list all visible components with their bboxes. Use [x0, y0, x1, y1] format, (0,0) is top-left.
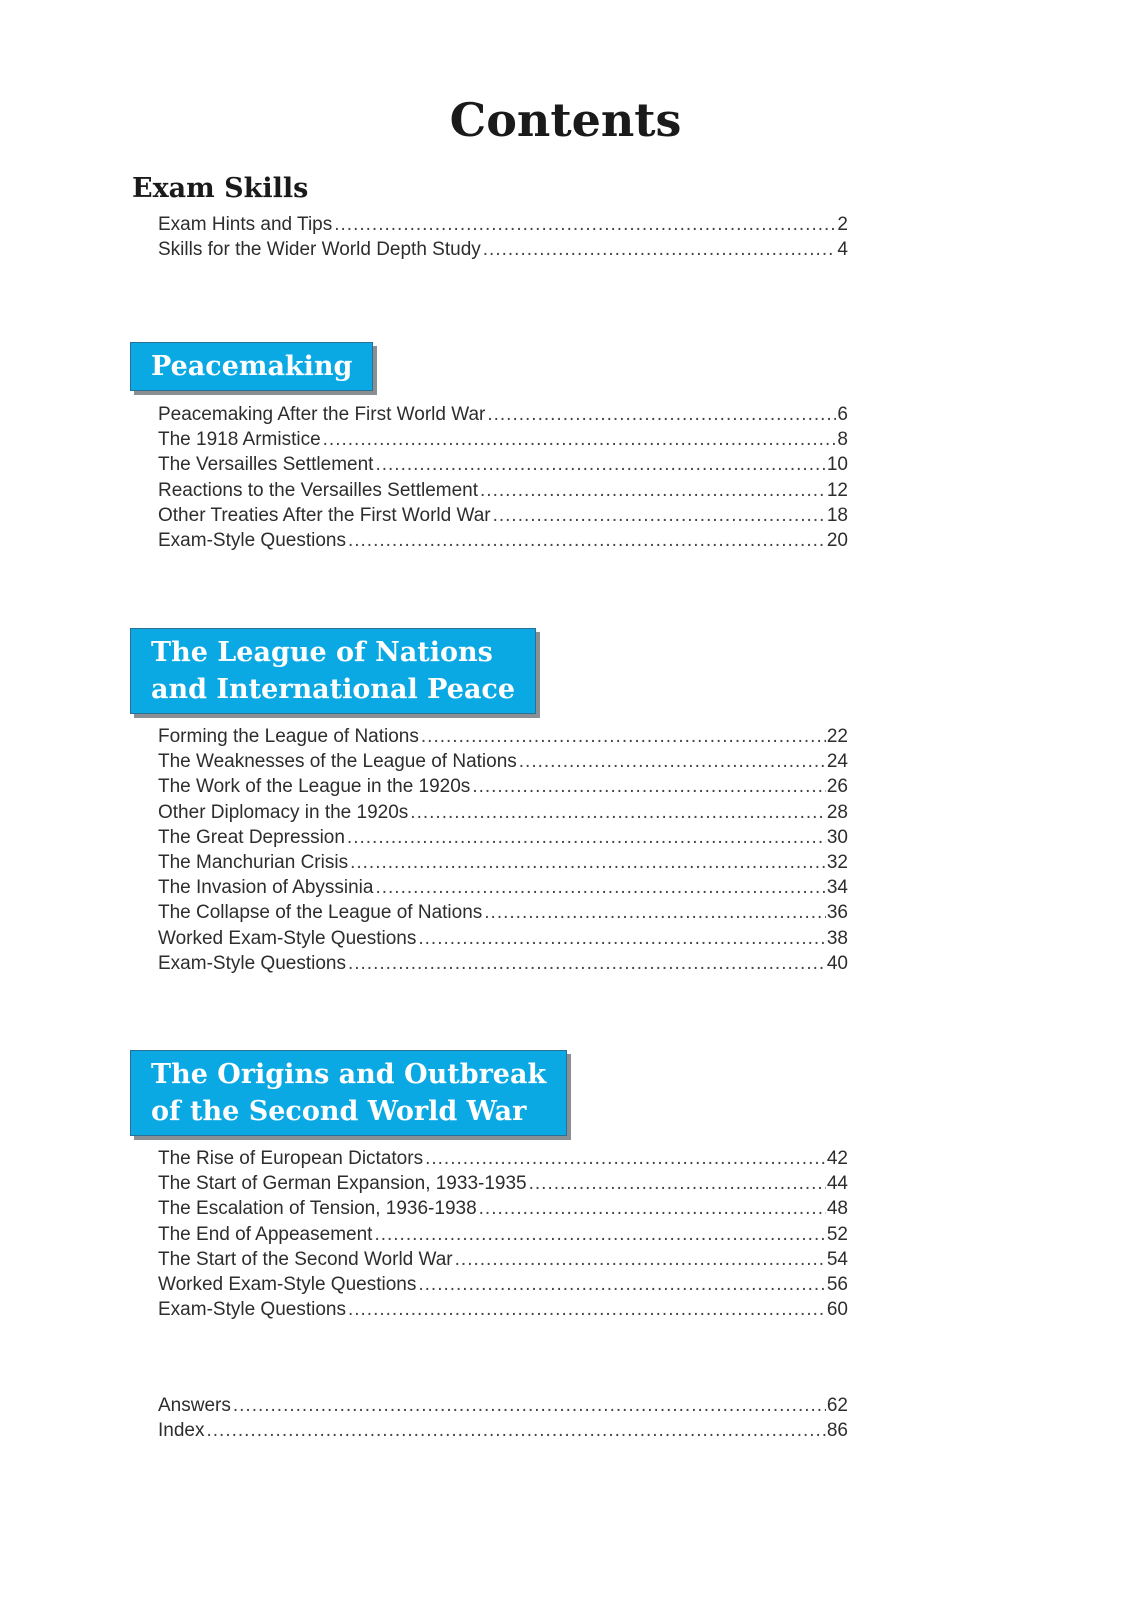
toc-leader-dots [348, 528, 826, 553]
toc-entry-title: Exam-Style Questions [158, 529, 346, 551]
toc-entry[interactable] [158, 774, 848, 799]
toc-leader-dots [425, 1146, 826, 1171]
toc-entry[interactable] [158, 402, 848, 427]
toc-entry-page: 18 [826, 504, 848, 526]
toc-leader-dots [375, 452, 825, 477]
section-heading-exam-skills [132, 172, 308, 206]
toc-leader-dots [480, 478, 826, 503]
toc-entry-title: Peacemaking After the First World War [158, 404, 486, 425]
toc-leader-dots [334, 212, 836, 237]
toc-entry[interactable] [158, 1247, 848, 1272]
toc-leader-dots [233, 1393, 826, 1418]
toc-entry[interactable] [158, 427, 848, 452]
toc-list-league-of-nations [158, 724, 848, 976]
toc-leader-dots [410, 800, 826, 825]
toc-entry-page: 36 [826, 902, 848, 924]
toc-entry[interactable] [158, 478, 848, 503]
toc-entry-page: 48 [826, 1198, 848, 1220]
toc-entry[interactable] [158, 825, 848, 850]
toc-entry-title: The Start of German Expansion, 1933-1935 [158, 1173, 527, 1195]
section-banner-peacemaking [130, 342, 373, 391]
toc-entry[interactable] [158, 1196, 848, 1221]
toc-entry-title: Other Treaties After the First World War [158, 504, 491, 526]
section-banner-line: The League of Nations [151, 637, 493, 668]
toc-entry[interactable] [158, 900, 848, 925]
toc-leader-dots [484, 900, 826, 925]
toc-entry[interactable] [158, 1393, 848, 1418]
toc-entry-page: 86 [826, 1420, 848, 1442]
toc-entry-page: 6 [837, 404, 848, 425]
toc-entry-title: Forming the League of Nations [158, 726, 419, 747]
toc-leader-dots [529, 1171, 826, 1196]
toc-leader-dots [479, 1196, 826, 1221]
toc-entry-page: 38 [826, 927, 848, 949]
toc-entry-page: 60 [826, 1299, 848, 1321]
toc-entry-page: 26 [826, 776, 848, 798]
toc-list-second-world-war [158, 1146, 848, 1322]
toc-leader-dots [347, 825, 826, 850]
toc-entry[interactable] [158, 1418, 848, 1443]
toc-leader-dots [348, 1297, 826, 1322]
toc-entry-page: 20 [826, 529, 848, 551]
toc-entry-title: Other Diplomacy in the 1920s [158, 801, 409, 823]
toc-entry-page: 8 [837, 429, 848, 451]
toc-entry-title: The Great Depression [158, 826, 345, 848]
toc-entry-page: 44 [826, 1173, 848, 1195]
toc-entry-title: The Escalation of Tension, 1936-1938 [158, 1198, 477, 1220]
section-banner-line: The Origins and Outbreak [151, 1059, 547, 1090]
toc-leader-dots [418, 926, 826, 951]
toc-entry[interactable] [158, 1146, 848, 1171]
toc-entry-page: 54 [826, 1248, 848, 1270]
toc-leader-dots [519, 749, 826, 774]
toc-entry-page: 32 [826, 851, 848, 873]
toc-entry-title: Reactions to the Versailles Settlement [158, 479, 479, 501]
toc-entry-page: 12 [826, 479, 848, 501]
toc-entry-title: Exam Hints and Tips [158, 214, 333, 235]
toc-leader-dots [455, 1247, 826, 1272]
toc-entry-title: The Versailles Settlement [158, 454, 374, 476]
toc-leader-dots [483, 237, 837, 262]
page-title: Contents [449, 93, 682, 147]
toc-entry-page: 4 [837, 239, 848, 261]
toc-leader-dots [374, 1222, 825, 1247]
toc-entry-title: Skills for the Wider World Depth Study [158, 239, 481, 261]
toc-entry-page: 34 [826, 877, 848, 899]
toc-entry-title: Worked Exam-Style Questions [158, 927, 417, 949]
toc-entry[interactable] [158, 503, 848, 528]
section-banner-second-world-war [130, 1050, 567, 1136]
toc-entry[interactable] [158, 951, 848, 976]
toc-leader-dots [472, 774, 826, 799]
toc-entry[interactable] [158, 926, 848, 951]
toc-entry-title: The Work of the League in the 1920s [158, 776, 471, 798]
toc-entry[interactable] [158, 452, 848, 477]
toc-leader-dots [487, 402, 836, 427]
toc-entry[interactable] [158, 724, 848, 749]
toc-entry-page: 30 [826, 826, 848, 848]
toc-entry-page: 52 [826, 1223, 848, 1245]
toc-entry[interactable] [158, 1171, 848, 1196]
toc-leader-dots [418, 1272, 826, 1297]
toc-entry-title: Index [158, 1420, 205, 1442]
toc-leader-dots [348, 951, 826, 976]
section-banner-line: of the Second World War [151, 1096, 527, 1127]
toc-leader-dots [206, 1418, 825, 1443]
toc-entry[interactable] [158, 875, 848, 900]
toc-entry[interactable] [158, 1297, 848, 1322]
toc-list-exam-skills [158, 212, 848, 262]
toc-list-back-matter [158, 1393, 848, 1443]
section-banner-line: and International Peace [151, 674, 516, 705]
toc-entry-title: The Manchurian Crisis [158, 851, 349, 873]
toc-entry-title: The Collapse of the League of Nations [158, 902, 483, 924]
toc-entry[interactable] [158, 749, 848, 774]
toc-entry[interactable] [158, 212, 848, 237]
toc-entry-title: Exam-Style Questions [158, 952, 346, 974]
toc-entry-title: Worked Exam-Style Questions [158, 1273, 417, 1295]
toc-entry[interactable] [158, 1222, 848, 1247]
toc-entry-title: The Rise of European Dictators [158, 1148, 424, 1169]
toc-leader-dots [493, 503, 826, 528]
toc-entry[interactable] [158, 528, 848, 553]
toc-entry-title: The 1918 Armistice [158, 429, 321, 451]
toc-entry-page: 62 [826, 1395, 848, 1416]
toc-entry-page: 42 [826, 1148, 848, 1169]
toc-entry-page: 22 [826, 726, 848, 747]
toc-list-peacemaking [158, 402, 848, 553]
toc-leader-dots [323, 427, 837, 452]
toc-entry-title: Answers [158, 1395, 231, 1416]
toc-entry-page: 24 [826, 751, 848, 773]
toc-entry-page: 2 [837, 214, 848, 235]
toc-entry-title: Exam-Style Questions [158, 1299, 346, 1321]
section-heading-line: Exam Skills [132, 173, 309, 204]
toc-entry-page: 40 [826, 952, 848, 974]
section-banner-line: Peacemaking [151, 351, 353, 382]
toc-leader-dots [421, 724, 826, 749]
toc-leader-dots [375, 875, 825, 900]
toc-entry-page: 10 [826, 454, 848, 476]
toc-entry-title: The Weaknesses of the League of Nations [158, 751, 517, 773]
section-banner-league-of-nations [130, 628, 536, 714]
toc-entry[interactable] [158, 850, 848, 875]
toc-entry[interactable] [158, 1272, 848, 1297]
toc-entry[interactable] [158, 237, 848, 262]
toc-entry-title: The Start of the Second World War [158, 1248, 453, 1270]
toc-entry[interactable] [158, 800, 848, 825]
toc-entry-title: The End of Appeasement [158, 1223, 373, 1245]
toc-leader-dots [350, 850, 826, 875]
toc-entry-title: The Invasion of Abyssinia [158, 877, 374, 899]
toc-entry-page: 56 [826, 1273, 848, 1295]
toc-entry-page: 28 [826, 801, 848, 823]
